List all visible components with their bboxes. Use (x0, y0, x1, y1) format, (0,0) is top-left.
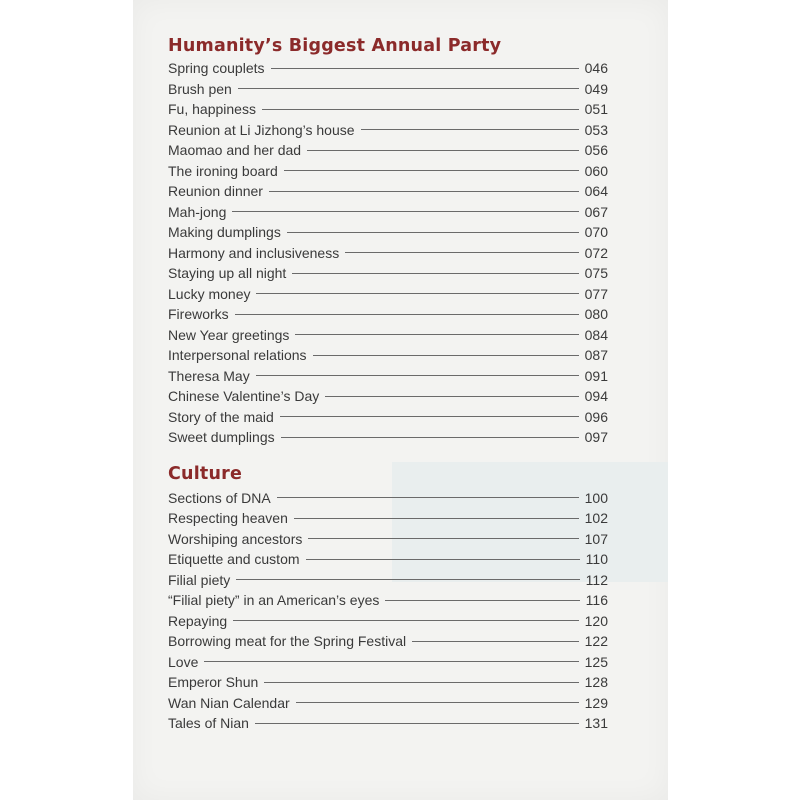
leader-line (306, 559, 580, 560)
entry-title: Reunion at Li Jizhong’s house (168, 121, 355, 138)
entry-page-number: 064 (584, 183, 608, 200)
entry-page-number: 110 (585, 551, 608, 568)
toc-entry[interactable] (168, 488, 608, 509)
entry-title: Fireworks (168, 306, 229, 323)
entry-title: New Year greetings (168, 326, 290, 343)
entry-title: Chinese Valentine’s Day (168, 388, 320, 405)
entry-page-number: 112 (585, 571, 608, 588)
toc-entry[interactable] (168, 120, 608, 141)
toc-entry[interactable] (168, 508, 608, 529)
entry-page-number: 080 (584, 306, 608, 323)
leader-line (294, 518, 579, 519)
entry-title: Etiquette and custom (168, 551, 300, 568)
toc-entry[interactable] (168, 325, 608, 346)
toc-entry[interactable] (168, 366, 608, 387)
entry-page-number: 051 (584, 101, 608, 118)
toc-entry[interactable] (168, 140, 608, 161)
entry-page-number: 049 (584, 80, 608, 97)
toc-entry[interactable] (168, 529, 608, 550)
toc-entry[interactable] (168, 202, 608, 223)
toc-entry[interactable] (168, 713, 608, 734)
entry-page-number: 056 (584, 142, 608, 159)
toc-entry[interactable] (168, 549, 608, 570)
leader-line (295, 334, 578, 335)
leader-line (325, 396, 578, 397)
toc-entry[interactable] (168, 693, 608, 714)
leader-line (204, 661, 578, 662)
leader-line (232, 211, 578, 212)
leader-line (412, 641, 579, 642)
toc-entry[interactable] (168, 304, 608, 325)
entry-page-number: 072 (584, 244, 608, 261)
section-title-party: Humanity’s Biggest Annual Party (168, 36, 502, 56)
toc-entry[interactable] (168, 58, 608, 79)
entry-title: Mah-jong (168, 203, 227, 220)
entry-page-number: 084 (584, 326, 608, 343)
entry-title: Repaying (168, 612, 228, 629)
entry-title: Love (168, 653, 199, 670)
entry-page-number: 053 (584, 121, 608, 138)
toc-entry[interactable] (168, 181, 608, 202)
leader-line (271, 68, 579, 69)
entry-page-number: 077 (584, 285, 608, 302)
entry-title: Maomao and her dad (168, 142, 302, 159)
entry-title: Brush pen (168, 80, 232, 97)
entry-page-number: 131 (584, 715, 608, 732)
entry-page-number: 120 (584, 612, 608, 629)
entry-page-number: 091 (584, 367, 608, 384)
entry-title: Theresa May (168, 367, 250, 384)
leader-line (281, 437, 579, 438)
entry-title: Emperor Shun (168, 674, 259, 691)
section-title-culture: Culture (168, 463, 243, 484)
leader-line (296, 702, 579, 703)
entry-title: Sweet dumplings (168, 429, 275, 446)
entry-page-number: 060 (584, 162, 608, 179)
toc-entry[interactable] (168, 631, 608, 652)
toc-entry[interactable] (168, 427, 608, 448)
leader-line (284, 170, 579, 171)
entry-page-number: 096 (584, 408, 608, 425)
entry-page-number: 116 (585, 592, 608, 609)
entry-title: Respecting heaven (168, 510, 288, 527)
entry-page-number: 070 (584, 224, 608, 241)
entry-page-number: 128 (584, 674, 608, 691)
leader-line (238, 88, 579, 89)
entry-title: The ironing board (168, 162, 278, 179)
entry-page-number: 094 (584, 388, 608, 405)
entry-title: “Filial piety” in an American’s eyes (168, 592, 380, 609)
entry-title: Borrowing meat for the Spring Festival (168, 633, 407, 650)
entry-title: Worshiping ancestors (168, 530, 303, 547)
entry-title: Reunion dinner (168, 183, 263, 200)
leader-line (255, 723, 579, 724)
entry-page-number: 107 (584, 530, 608, 547)
leader-line (235, 314, 579, 315)
leader-line (280, 416, 579, 417)
leader-line (292, 273, 578, 274)
toc-entry[interactable] (168, 243, 608, 264)
toc-entry[interactable] (168, 161, 608, 182)
entry-title: Harmony and inclusiveness (168, 244, 340, 261)
toc-entry[interactable] (168, 99, 608, 120)
table-of-contents (168, 34, 608, 734)
toc-entry[interactable] (168, 570, 608, 591)
toc-entry[interactable] (168, 407, 608, 428)
entry-page-number: 125 (584, 653, 608, 670)
leader-line (256, 375, 579, 376)
entry-title: Filial piety (168, 571, 231, 588)
entry-list-party (168, 58, 608, 448)
entry-title: Making dumplings (168, 224, 281, 241)
entry-page-number: 129 (584, 694, 608, 711)
leader-line (361, 129, 579, 130)
entry-title: Fu, happiness (168, 101, 256, 118)
entry-title: Tales of Nian (168, 715, 249, 732)
leader-line (233, 620, 578, 621)
entry-page-number: 122 (584, 633, 608, 650)
toc-entry[interactable] (168, 652, 608, 673)
entry-title: Sections of DNA (168, 489, 271, 506)
leader-line (287, 232, 579, 233)
entry-page-number: 087 (584, 347, 608, 364)
entry-title: Lucky money (168, 285, 251, 302)
entry-title: Spring couplets (168, 60, 265, 77)
leader-line (307, 150, 579, 151)
toc-entry[interactable] (168, 79, 608, 100)
entry-page-number: 100 (584, 489, 608, 506)
toc-entry[interactable] (168, 345, 608, 366)
entry-list-culture (168, 488, 608, 734)
leader-line (236, 579, 579, 580)
entry-page-number: 097 (584, 429, 608, 446)
leader-line (262, 109, 579, 110)
leader-line (308, 538, 578, 539)
entry-title: Wan Nian Calendar (168, 694, 290, 711)
toc-entry[interactable] (168, 672, 608, 693)
entry-title: Story of the maid (168, 408, 274, 425)
toc-entry[interactable] (168, 590, 608, 611)
leader-line (269, 191, 579, 192)
leader-line (256, 293, 578, 294)
leader-line (277, 497, 579, 498)
toc-entry[interactable] (168, 263, 608, 284)
entry-page-number: 102 (584, 510, 608, 527)
entry-page-number: 067 (584, 203, 608, 220)
toc-entry[interactable] (168, 611, 608, 632)
entry-page-number: 046 (584, 60, 608, 77)
leader-line (313, 355, 579, 356)
leader-line (345, 252, 578, 253)
leader-line (385, 600, 579, 601)
toc-entry[interactable] (168, 284, 608, 305)
toc-entry[interactable] (168, 386, 608, 407)
entry-title: Interpersonal relations (168, 347, 307, 364)
entry-title: Staying up all night (168, 265, 287, 282)
entry-page-number: 075 (584, 265, 608, 282)
toc-entry[interactable] (168, 222, 608, 243)
leader-line (264, 682, 578, 683)
